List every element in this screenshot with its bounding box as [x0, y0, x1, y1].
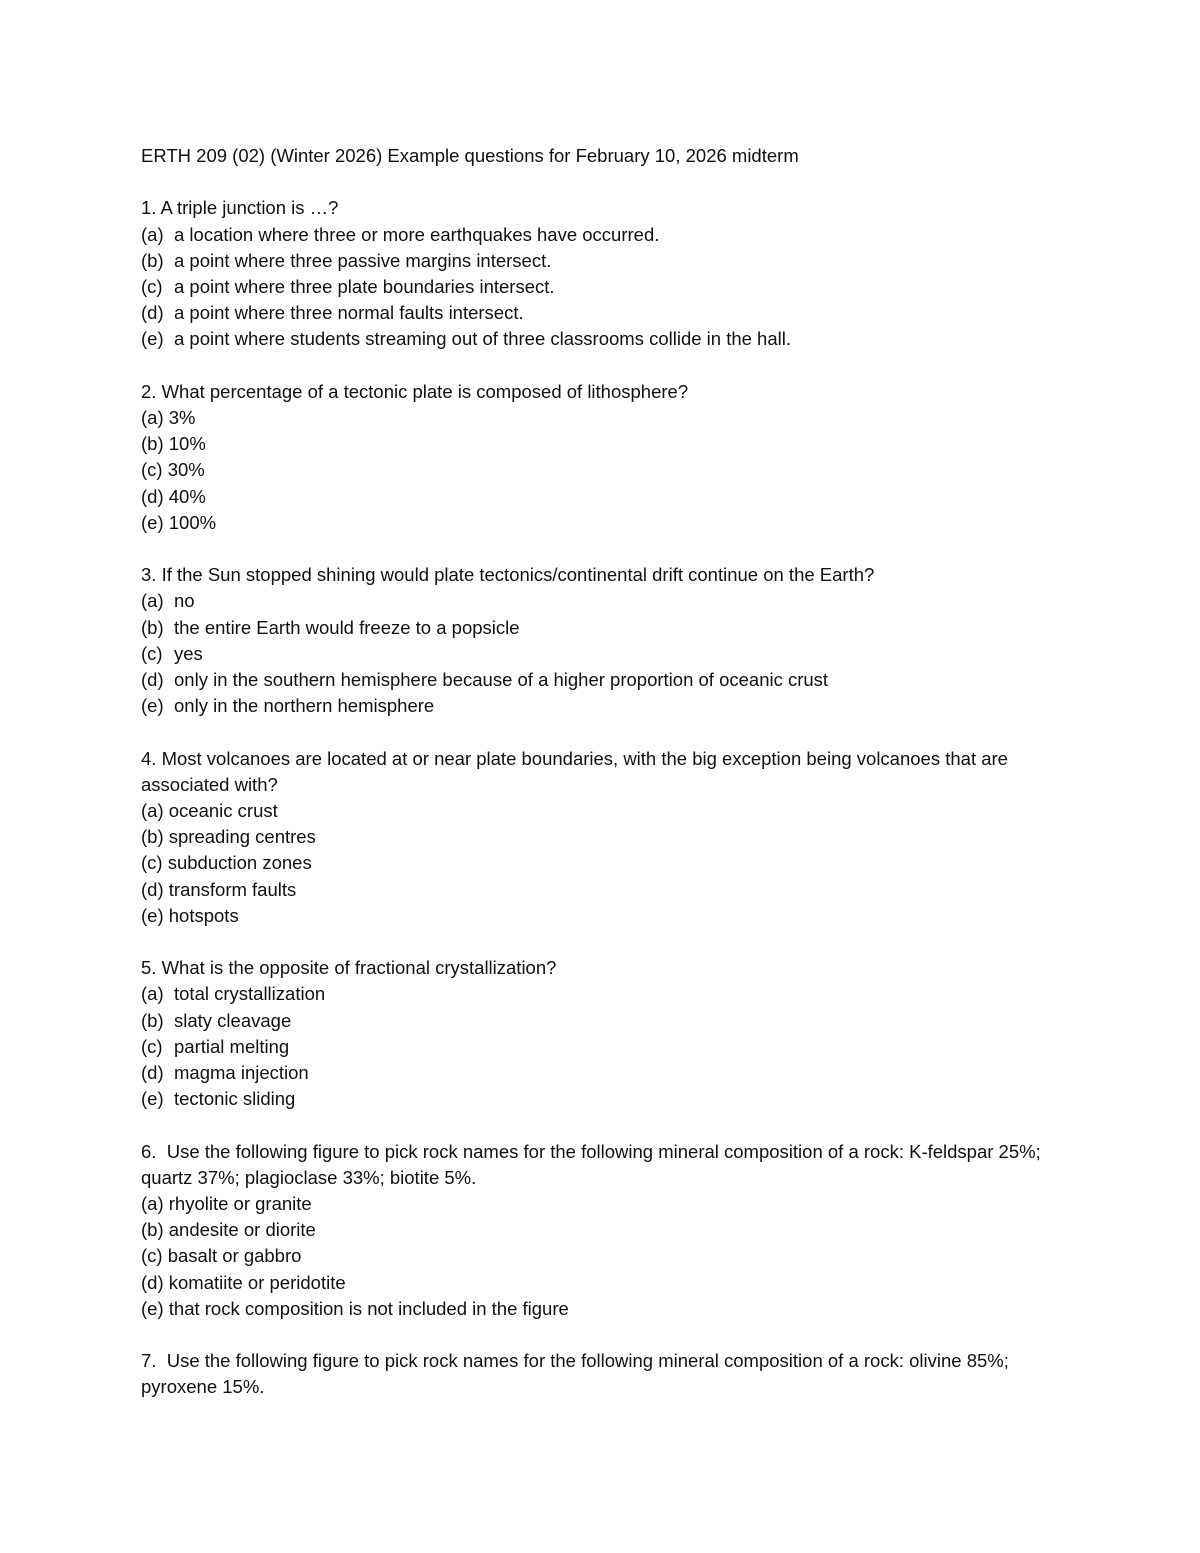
option-text: 100% [168, 511, 217, 533]
option-label: (c) [141, 459, 163, 481]
option-label: (c) [141, 1035, 163, 1057]
option-label: (c) [141, 276, 163, 297]
option-text: only in the northern hemisphere [174, 695, 435, 717]
answer-option [141, 1243, 1061, 1269]
option-label: (d) [141, 1271, 164, 1293]
question-stem: 2. What percentage of a tectonic plate is composed of lithosphere? [141, 380, 689, 402]
option-label: (e) [141, 1297, 164, 1319]
option-text: total crystallization [174, 983, 326, 1005]
answer-option [141, 457, 1061, 483]
question-1 [141, 195, 1061, 352]
option-label: (a) [141, 800, 164, 822]
answer-option [141, 667, 1061, 693]
option-text: 10% [168, 433, 206, 455]
option-text: komatiite or peridotite [168, 1271, 346, 1293]
answer-option [141, 405, 1061, 431]
answer-option [141, 1086, 1061, 1112]
question-stem: 4. Most volcanoes are located at or near plate boundaries, with the big exception being volcanoes that are associated with? [141, 747, 1014, 795]
option-text: 40% [168, 485, 206, 507]
answer-option [141, 877, 1061, 903]
option-label: (c) [141, 852, 163, 874]
option-label: (a) [141, 1193, 164, 1215]
option-label: (c) [141, 1245, 163, 1267]
option-label: (e) [141, 328, 164, 350]
question-5 [141, 955, 1061, 1112]
answer-option [141, 248, 1061, 274]
option-label: (d) [141, 1062, 164, 1084]
question-stem: 1. A triple junction is …? [141, 197, 339, 219]
option-text: the entire Earth would freeze to a popsicle [174, 616, 520, 638]
option-text: 30% [167, 459, 205, 481]
answer-option [141, 484, 1061, 510]
answer-option [141, 326, 1061, 352]
option-label: (e) [141, 511, 164, 533]
answer-option [141, 615, 1061, 641]
document-title: ERTH 209 (02) (Winter 2026) Example questions for February 10, 2026 midterm [141, 145, 799, 166]
option-text: a point where students streaming out of three classrooms collide in the hall. [174, 328, 791, 350]
option-text: no [174, 590, 195, 612]
answer-option [141, 850, 1061, 876]
option-text: subduction zones [167, 852, 312, 874]
option-text: a point where three passive margins intersect. [174, 249, 552, 271]
answer-option [141, 981, 1061, 1007]
question-6 [141, 1139, 1061, 1322]
answer-option [141, 1217, 1061, 1243]
answer-option [141, 1191, 1061, 1217]
answer-option [141, 1296, 1061, 1322]
option-text: oceanic crust [168, 800, 278, 822]
option-label: (a) [141, 223, 164, 245]
option-text: a location where three or more earthquakes have occurred. [174, 223, 660, 245]
option-text: partial melting [174, 1035, 290, 1057]
option-label: (d) [141, 485, 164, 507]
option-label: (b) [141, 616, 164, 638]
answer-option [141, 798, 1061, 824]
answer-option [141, 903, 1061, 929]
answer-option [141, 588, 1061, 614]
option-text: 3% [168, 407, 196, 428]
option-text: spreading centres [168, 826, 316, 848]
answer-option [141, 1270, 1061, 1296]
question-stem: 7. Use the following figure to pick rock names for the following mineral composition of a rock: olivine 85%; pyroxene 15%. [141, 1350, 1014, 1398]
option-text: transform faults [168, 878, 297, 900]
question-7 [141, 1348, 1061, 1400]
option-label: (e) [141, 904, 164, 926]
option-text: andesite or diorite [168, 1219, 316, 1241]
document-body [141, 143, 1061, 1401]
answer-option [141, 222, 1061, 248]
question-stem: 5. What is the opposite of fractional crystallization? [141, 957, 557, 979]
option-text: slaty cleavage [174, 1009, 292, 1031]
option-label: (d) [141, 878, 164, 900]
answer-option [141, 431, 1061, 457]
question-stem: 3. If the Sun stopped shining would plate tectonics/continental drift continue on the Earth? [141, 564, 875, 586]
option-label: (b) [141, 1219, 164, 1241]
option-text: a point where three plate boundaries intersect. [174, 276, 555, 297]
answer-option [141, 1034, 1061, 1060]
answer-option [141, 300, 1061, 326]
question-stem: 6. Use the following figure to pick rock names for the following mineral composition of a rock: K-feldspar 25%; quartz 37%; plagioclase 33%; biotite 5%. [141, 1140, 1046, 1188]
option-text: basalt or gabbro [167, 1245, 302, 1267]
option-text: tectonic sliding [174, 1088, 296, 1110]
option-label: (c) [141, 642, 163, 664]
option-label: (a) [141, 983, 164, 1005]
option-label: (d) [141, 669, 164, 691]
question-4 [141, 746, 1061, 929]
answer-option [141, 641, 1061, 667]
option-text: rhyolite or granite [168, 1193, 312, 1215]
option-text: only in the southern hemisphere because of a higher proportion of oceanic crust [174, 669, 829, 691]
option-text: a point where three normal faults intersect. [174, 302, 524, 324]
answer-option [141, 274, 1061, 300]
option-text: magma injection [174, 1062, 309, 1084]
question-2 [141, 379, 1061, 536]
answer-option [141, 1060, 1061, 1086]
option-label: (b) [141, 249, 164, 271]
option-label: (b) [141, 433, 164, 455]
option-label: (e) [141, 1088, 164, 1110]
option-label: (b) [141, 826, 164, 848]
option-text: hotspots [168, 904, 239, 926]
option-text: that rock composition is not included in the figure [168, 1297, 569, 1319]
answer-option [141, 824, 1061, 850]
option-label: (a) [141, 590, 164, 612]
answer-option [141, 1008, 1061, 1034]
answer-option [141, 510, 1061, 536]
option-label: (e) [141, 695, 164, 717]
question-3 [141, 562, 1061, 719]
option-label: (b) [141, 1009, 164, 1031]
answer-option [141, 693, 1061, 719]
option-text: yes [174, 642, 203, 664]
option-label: (d) [141, 302, 164, 324]
option-label: (a) [141, 407, 164, 428]
